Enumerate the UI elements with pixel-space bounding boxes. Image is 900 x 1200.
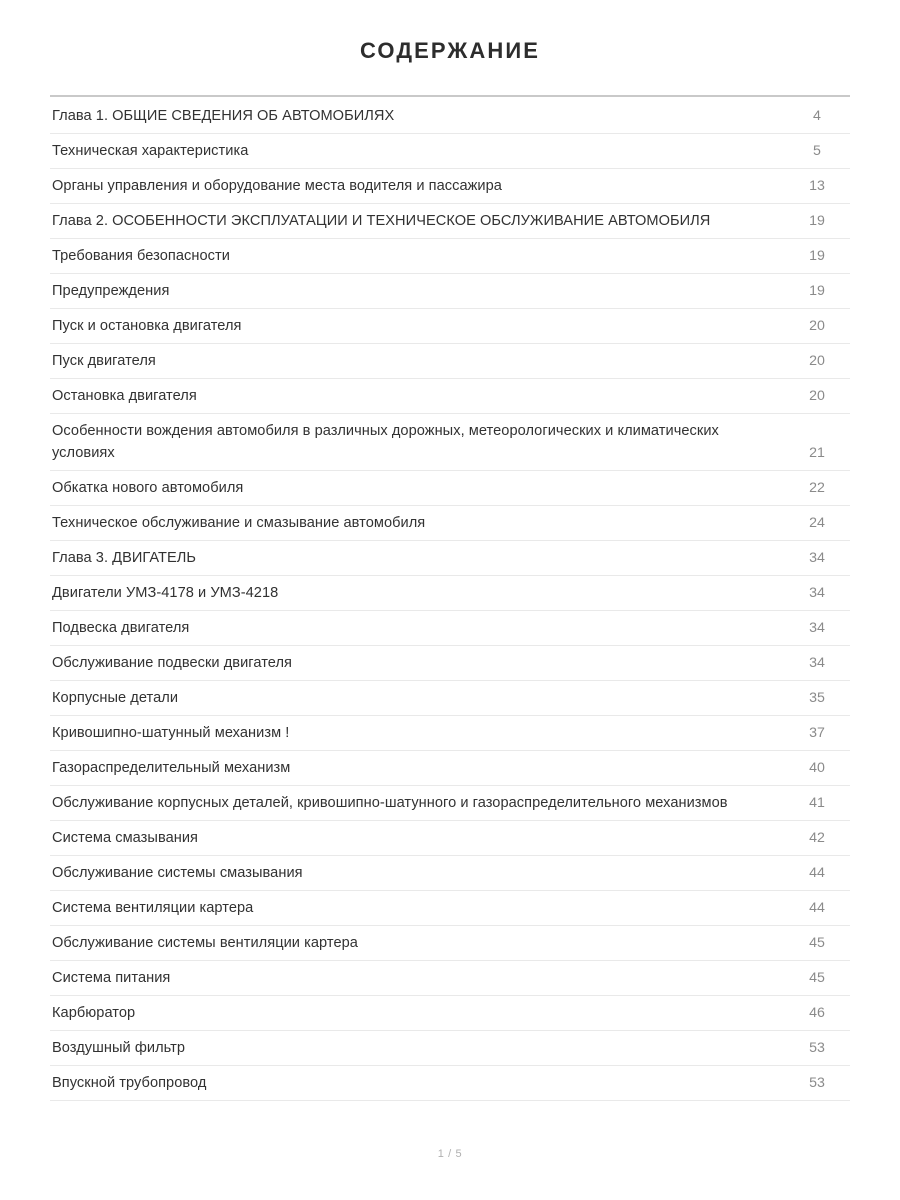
toc-entry-title[interactable]: Техническое обслуживание и смазывание автомобиля — [52, 515, 426, 532]
toc-row[interactable] — [50, 576, 850, 611]
toc-row[interactable] — [50, 786, 850, 821]
toc-entry-page-number: 5 — [813, 143, 821, 160]
toc-entry-title[interactable]: Требования безопасности — [52, 248, 230, 265]
toc-entry-page-number: 45 — [809, 935, 825, 952]
toc-entry-title[interactable]: Система питания — [52, 970, 171, 987]
toc-row[interactable] — [50, 996, 850, 1031]
toc-entry-title[interactable]: Обслуживание подвески двигателя — [52, 655, 292, 672]
toc-row[interactable] — [50, 541, 850, 576]
toc-entry-title[interactable]: Обслуживание системы вентиляции картера — [52, 935, 358, 952]
toc-entry-page-number: 53 — [809, 1040, 825, 1057]
toc-entry-page-number: 46 — [809, 1005, 825, 1022]
toc-row[interactable] — [50, 309, 850, 344]
toc-row[interactable] — [50, 751, 850, 786]
toc-entry-page-number: 44 — [809, 865, 825, 882]
toc-entry-title[interactable]: Воздушный фильтр — [52, 1040, 186, 1057]
toc-entry-page-number: 21 — [809, 445, 825, 462]
toc-row[interactable] — [50, 97, 850, 134]
toc-row[interactable] — [50, 646, 850, 681]
toc-entry-title[interactable]: Органы управления и оборудование места водителя и пассажира — [52, 178, 502, 195]
toc-entry-page-number: 45 — [809, 970, 825, 987]
toc-row[interactable] — [50, 274, 850, 309]
toc-row[interactable] — [50, 716, 850, 751]
toc-row[interactable] — [50, 344, 850, 379]
toc-entry-page-number: 4 — [813, 108, 821, 125]
toc-entry-page-number: 22 — [809, 480, 825, 497]
toc-entry-page-number: 20 — [809, 353, 825, 370]
toc-entry-page-number: 34 — [809, 655, 825, 672]
toc-entry-page-number: 35 — [809, 690, 825, 707]
toc-row[interactable] — [50, 1066, 850, 1101]
toc-entry-page-number: 20 — [809, 388, 825, 405]
toc-row[interactable] — [50, 681, 850, 716]
toc-row[interactable] — [50, 169, 850, 204]
toc-entry-title[interactable]: Пуск двигателя — [52, 353, 156, 370]
toc-row[interactable] — [50, 611, 850, 646]
toc-entry-title[interactable]: Глава 3. ДВИГАТЕЛЬ — [52, 550, 197, 567]
toc-entry-title[interactable]: Обслуживание корпусных деталей, кривошипно-шатунного и газораспределительного механизмов — [52, 795, 728, 812]
table-of-contents — [50, 97, 850, 1101]
toc-entry-title[interactable]: Впускной трубопровод — [52, 1075, 207, 1092]
toc-entry-page-number: 24 — [809, 515, 825, 532]
toc-entry-page-number: 34 — [809, 550, 825, 567]
toc-row[interactable] — [50, 926, 850, 961]
toc-row[interactable] — [50, 821, 850, 856]
toc-entry-title[interactable]: Остановка двигателя — [52, 388, 197, 405]
toc-entry-title[interactable]: Обслуживание системы смазывания — [52, 865, 303, 882]
toc-entry-title[interactable]: Корпусные детали — [52, 690, 179, 707]
toc-entry-title[interactable]: Особенности вождения автомобиля в различных дорожных, метеорологических и климатических условиях — [52, 423, 719, 462]
toc-entry-page-number: 42 — [809, 830, 825, 847]
toc-entry-title[interactable]: Пуск и остановка двигателя — [52, 318, 242, 335]
toc-row[interactable] — [50, 471, 850, 506]
toc-entry-title[interactable]: Обкатка нового автомобиля — [52, 480, 244, 497]
toc-entry-page-number: 34 — [809, 620, 825, 637]
toc-row[interactable] — [50, 134, 850, 169]
toc-entry-page-number: 19 — [809, 283, 825, 300]
toc-entry-page-number: 19 — [809, 213, 825, 230]
toc-row[interactable] — [50, 239, 850, 274]
toc-entry-title[interactable]: Кривошипно-шатунный механизм ! — [52, 725, 290, 742]
toc-entry-page-number: 40 — [809, 760, 825, 777]
toc-entry-page-number: 13 — [809, 178, 825, 195]
toc-entry-title[interactable]: Двигатели УМЗ-4178 и УМЗ-4218 — [52, 585, 279, 602]
toc-entry-page-number: 37 — [809, 725, 825, 742]
toc-row[interactable] — [50, 204, 850, 239]
toc-entry-page-number: 44 — [809, 900, 825, 917]
toc-entry-title[interactable]: Глава 1. ОБЩИЕ СВЕДЕНИЯ ОБ АВТОМОБИЛЯХ — [52, 108, 395, 125]
toc-row[interactable] — [50, 961, 850, 996]
toc-entry-page-number: 20 — [809, 318, 825, 335]
toc-entry-title[interactable]: Предупреждения — [52, 283, 170, 300]
toc-entry-page-number: 41 — [809, 795, 825, 812]
toc-row[interactable] — [50, 891, 850, 926]
toc-entry-title[interactable]: Глава 2. ОСОБЕННОСТИ ЭКСПЛУАТАЦИИ И ТЕХНИЧЕСКОЕ ОБСЛУЖИВАНИЕ АВТОМОБИЛЯ — [52, 213, 711, 230]
toc-entry-title[interactable]: Газораспределительный механизм — [52, 760, 291, 777]
toc-entry-title[interactable]: Техническая характеристика — [52, 143, 249, 160]
toc-entry-page-number: 34 — [809, 585, 825, 602]
page-title: СОДЕРЖАНИЕ — [359, 38, 541, 63]
toc-entry-page-number: 19 — [809, 248, 825, 265]
toc-entry-title[interactable]: Карбюратор — [52, 1005, 136, 1022]
page-pagination: 1 / 5 — [437, 1148, 463, 1160]
toc-entry-title[interactable]: Система вентиляции картера — [52, 900, 254, 917]
toc-row[interactable] — [50, 379, 850, 414]
toc-row[interactable] — [50, 1031, 850, 1066]
toc-row[interactable] — [50, 414, 850, 471]
toc-entry-title[interactable]: Система смазывания — [52, 830, 199, 847]
toc-entry-title[interactable]: Подвеска двигателя — [52, 620, 190, 637]
toc-row[interactable] — [50, 856, 850, 891]
toc-entry-page-number: 53 — [809, 1075, 825, 1092]
toc-row[interactable] — [50, 506, 850, 541]
